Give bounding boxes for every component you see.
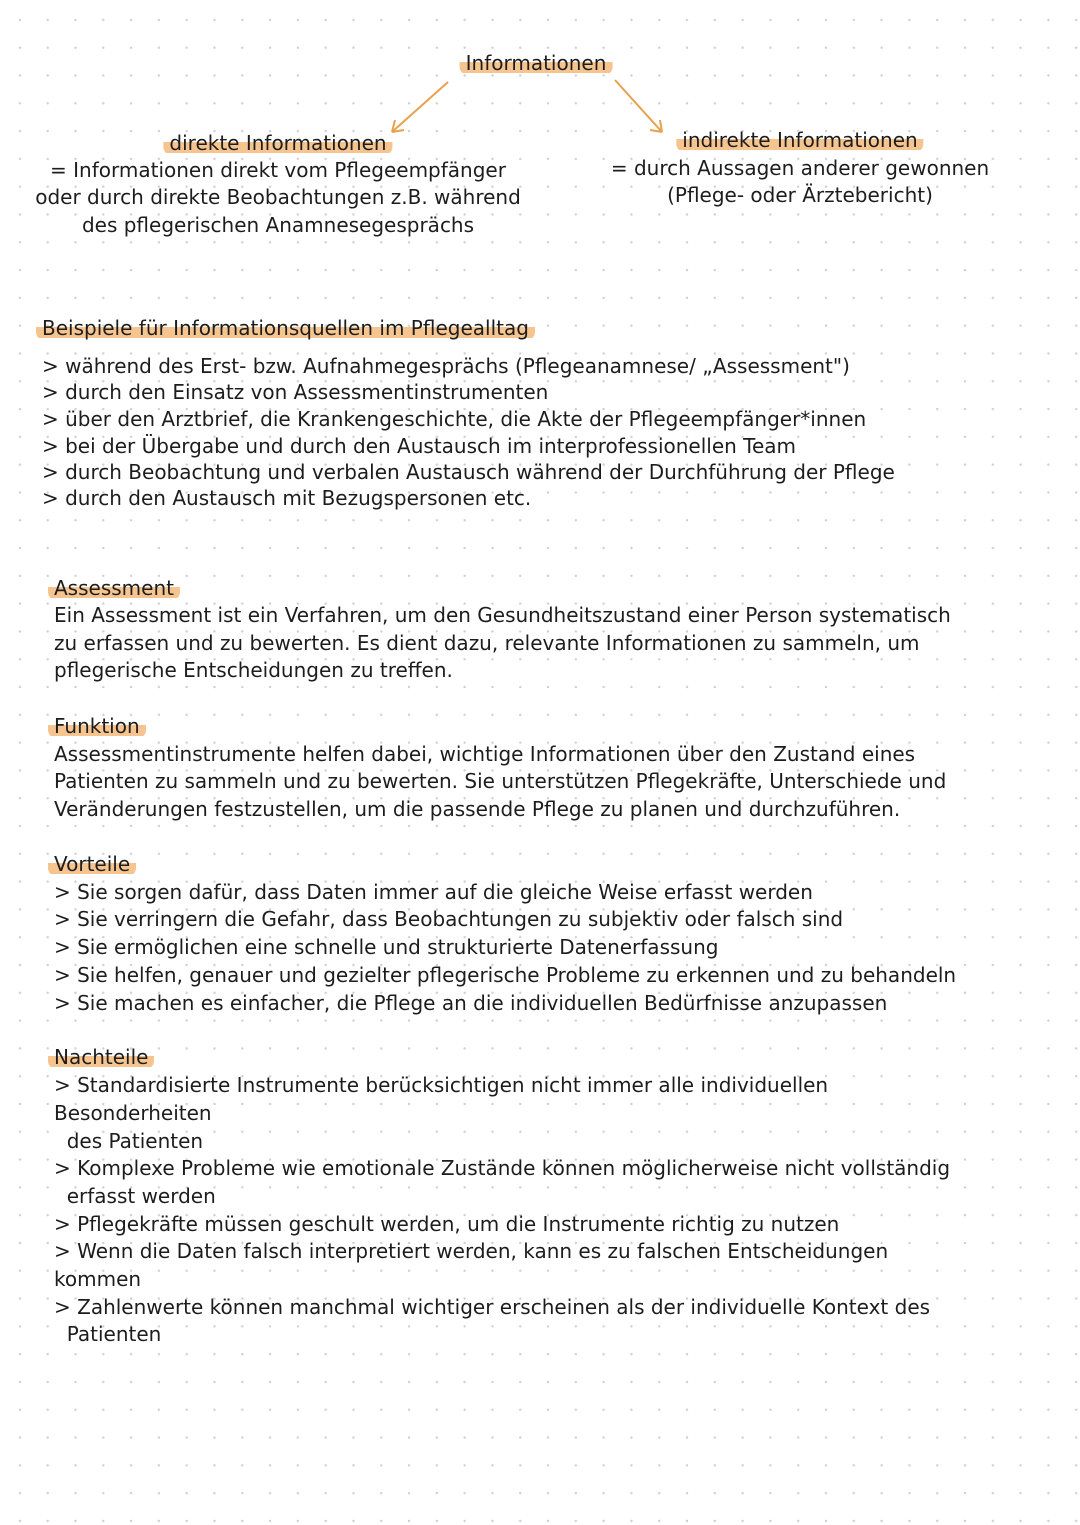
vorteile-line: > Sie machen es einfacher, die Pflege an die individuellen Bedürfnisse anzupassen — [54, 991, 888, 1015]
funktion-line: Assessmentinstrumente helfen dabei, wichtige Informationen über den Zustand eines — [54, 742, 916, 766]
funktion-heading-text: Funktion — [48, 714, 146, 738]
nachteile-line: > Standardisierte Instrumente berücksichtigen nicht immer alle individuellen — [54, 1073, 829, 1097]
direct-heading — [163, 129, 392, 157]
examples-line: > bei der Übergabe und durch den Austausch im interprofessionellen Team — [42, 434, 797, 458]
examples-line: > über den Arztbrief, die Krankengeschichte, die Akte der Pflegeempfänger*innen — [42, 407, 867, 431]
indirect-heading-text: indirekte Informationen — [676, 128, 923, 152]
nachteile-line: > Zahlenwerte können manchmal wichtiger erscheinen als der individuelle Kontext des — [54, 1295, 931, 1319]
arrow-left — [392, 82, 448, 132]
indirect-line: = durch Aussagen anderer gewonnen — [610, 156, 990, 180]
direct-heading-text: direkte Informationen — [163, 131, 392, 155]
funktion-heading — [48, 712, 146, 740]
nachteile-line: > Pflegekräfte müssen geschult werden, um die Instrumente richtig zu nutzen — [54, 1212, 840, 1236]
nachteile-line: Patienten — [54, 1322, 162, 1346]
assessment-heading-text: Assessment — [48, 576, 180, 600]
nachteile-line: kommen — [54, 1267, 142, 1291]
assessment-line: pflegerische Entscheidungen zu treffen. — [54, 658, 453, 682]
funktion-line: Patienten zu sammeln und zu bewerten. Sie unterstützen Pflegekräfte, Unterschiede und — [54, 769, 947, 793]
vorteile-line: > Sie sorgen dafür, dass Daten immer auf die gleiche Weise erfasst werden — [54, 880, 813, 904]
nachteile-line: des Patienten — [54, 1129, 204, 1153]
title-text: Informationen — [460, 51, 613, 75]
nachteile-line: > Wenn die Daten falsch interpretiert werden, kann es zu falschen Entscheidungen — [54, 1239, 889, 1263]
direct-line: = Informationen direkt vom Pflegeempfänger — [50, 158, 506, 182]
nachteile-heading — [48, 1043, 154, 1071]
assessment-line: zu erfassen und zu bewerten. Es dient dazu, relevante Informationen zu sammeln, um — [54, 631, 920, 655]
vorteile-line: > Sie helfen, genauer und gezielter pflegerische Probleme zu erkennen und zu behandeln — [54, 963, 957, 987]
examples-heading — [36, 314, 535, 342]
vorteile-line: > Sie ermöglichen eine schnelle und strukturierte Datenerfassung — [54, 935, 719, 959]
nachteile-line: > Komplexe Probleme wie emotionale Zustände können möglicherweise nicht vollständig — [54, 1156, 951, 1180]
vorteile-heading — [48, 850, 136, 878]
examples-line: > durch den Austausch mit Bezugspersonen etc. — [42, 486, 532, 510]
nachteile-line: Besonderheiten — [54, 1101, 212, 1125]
indirect-line: (Pflege- oder Ärztebericht) — [667, 183, 933, 207]
arrow-right — [615, 80, 662, 132]
vorteile-heading-text: Vorteile — [48, 852, 136, 876]
examples-line: > durch Beobachtung und verbalen Austausch während der Durchführung der Pflege — [42, 460, 895, 484]
page-title — [460, 49, 613, 77]
assessment-line: Ein Assessment ist ein Verfahren, um den Gesundheitszustand einer Person systematisch — [54, 603, 951, 627]
direct-line: des pflegerischen Anamnesegesprächs — [81, 213, 475, 237]
examples-heading-text: Beispiele für Informationsquellen im Pflegealltag — [36, 316, 535, 340]
funktion-line: Veränderungen festzustellen, um die passende Pflege zu planen und durchzuführen. — [54, 797, 901, 821]
nachteile-line: erfasst werden — [54, 1184, 216, 1208]
direct-line: oder durch direkte Beobachtungen z.B. während — [35, 185, 521, 209]
examples-line: > während des Erst- bzw. Aufnahmegesprächs (Pflegeanamnese/ „Assessment") — [42, 354, 850, 378]
examples-line: > durch den Einsatz von Assessmentinstrumenten — [42, 380, 549, 404]
nachteile-heading-text: Nachteile — [48, 1045, 154, 1069]
assessment-heading — [48, 574, 180, 602]
indirect-heading — [676, 126, 923, 154]
vorteile-line: > Sie verringern die Gefahr, dass Beobachtungen zu subjektiv oder falsch sind — [54, 907, 844, 931]
